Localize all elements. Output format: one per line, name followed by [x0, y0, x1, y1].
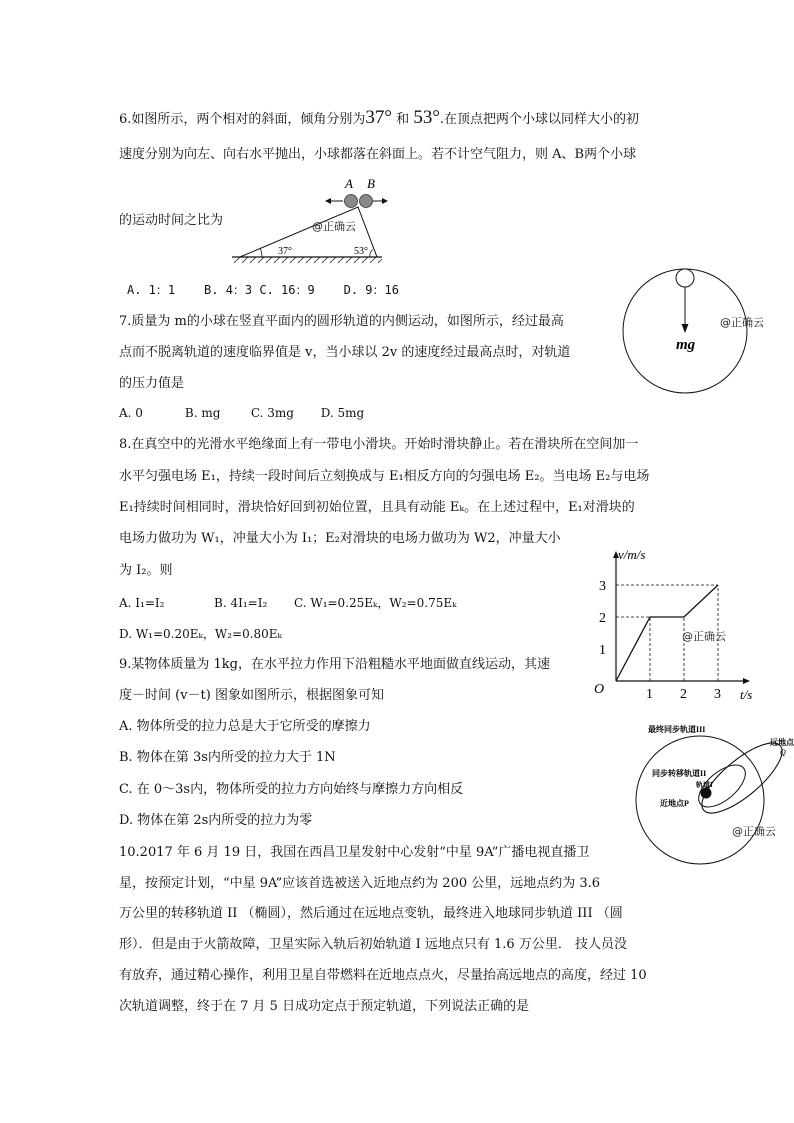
transfer-orbit-label: 同步转移轨道II	[652, 769, 707, 778]
q-label: Q	[780, 748, 786, 757]
watermark-q6: @正确云	[312, 220, 356, 233]
near-point-label: 近地点P	[660, 799, 689, 808]
x-tick-label-1: 1	[646, 687, 653, 702]
origin-label: O	[594, 682, 605, 697]
earth	[701, 788, 712, 799]
q7-options: A. 0 B. mg C. 3mg D. 5mg	[119, 406, 365, 420]
q8-options-1: A. I₁=I₂ B. 4I₁=I₂ C. W₁=0.25Eₖ，W₂=0.75Eₖ	[119, 596, 457, 610]
ball-b	[360, 195, 373, 208]
x-tick-label-2: 2	[680, 687, 687, 702]
q8-line2: 水平匀强电场 E₁，持续一段时间后立刻换成与 E₁相反方向的匀强电场 E₂。当电场 E₂与电场	[119, 469, 650, 484]
q10-line4: 形）．但是由于火箭故障，卫星实际入轨后初始轨道 I 远地点只有 1.6 万公里． 技人员没	[119, 937, 627, 952]
orbit-1-label: 轨道I	[696, 781, 713, 789]
q9-option-a: A. 物体所受的拉力总是大于它所受的摩擦力	[119, 719, 371, 734]
ball-b-label: B	[367, 176, 375, 191]
q10-line6: 次轨道调整，终于在 7 月 5 日成功定点于预定轨道，下列说法正确的是	[119, 999, 530, 1014]
track-ball	[676, 269, 694, 287]
angle-left-label: 37°	[278, 246, 292, 257]
x-tick-label-3: 3	[714, 687, 721, 702]
vt-chart	[590, 547, 760, 702]
q6-and: 和	[396, 112, 410, 127]
q9-option-d: D. 物体在第 2s内所受的拉力为零	[119, 813, 313, 828]
watermark-chart: @正确云	[682, 630, 726, 643]
q6-incline-figure	[230, 175, 390, 265]
q8-line1: 8.在真空中的光滑水平绝缘面上有一带电小滑块。开始时滑块静止。若在滑块所在空间加一	[119, 437, 639, 452]
q6-angle-53: 53°	[413, 107, 440, 128]
q6-text-b: .在顶点把两个小球以同样大小的初	[439, 112, 640, 127]
q9-option-c: C. 在 0～3s内，物体所受的拉力方向始终与摩擦力方向相反	[119, 782, 464, 797]
q8-line3: E₁持续时间相同时，滑块恰好回到初始位置，且具有动能 Eₖ。在上述过程中，E₁对滑块的	[119, 500, 635, 515]
watermark-orbit: @正确云	[732, 825, 776, 838]
q6-line1	[119, 107, 640, 128]
q10-line2: 星，按预定计划，“中星 9A”应该首选被送入近地点约为 200 公里，远地点约为 3.6	[119, 876, 601, 891]
q9-line2: 度－时间 (v－t) 图象如图所示，根据图象可知	[119, 688, 384, 703]
q6-line3: 的运动时间之比为	[119, 213, 224, 228]
q10-line1: 10.2017 年 6 月 19 日，我国在西昌卫星发射中心发射“中星 9A”广播电视直播卫	[119, 845, 590, 860]
q6-angle-37: 37°	[365, 107, 393, 128]
gravity-label: mg	[676, 337, 696, 353]
y-tick-label-2: 2	[599, 611, 606, 626]
y-tick-label-1: 1	[599, 643, 606, 658]
ball-a	[345, 195, 358, 208]
q7-line2: 点而不脱离轨道的速度临界值是 v，当小球以 2v 的速度经过最高点时，对轨道	[119, 345, 571, 360]
q10-line5: 有放弃，通过精心操作，利用卫星自带燃料在近地点点火，尽量抬高远地点的高度，经过 10	[119, 968, 647, 983]
q9-option-b: B. 物体在第 3s内所受的拉力大于 1N	[119, 750, 336, 765]
q7-line3: 的压力值是	[119, 376, 185, 391]
y-axis-label: v/m/s	[618, 547, 646, 562]
q8-line4: 电场力做功为 W₁，冲量大小为 I₁；E₂对滑块的电场力做功为 W2，冲量大小	[119, 531, 561, 546]
angle-right-label: 53°	[354, 246, 368, 257]
q10-orbit-figure	[632, 722, 792, 872]
q9-line1: 9.某物体质量为 1kg，在水平拉力作用下沿粗糙水平地面做直线运动，其速	[119, 657, 551, 672]
q10-line3: 万公里的转移轨道 II （椭圆），然后通过在远地点变轨，最终进入地球同步轨道 III （圆	[119, 906, 623, 921]
y-tick-label-3: 3	[599, 579, 606, 594]
q8-options-2: D. W₁=0.20Eₖ，W₂=0.80Eₖ	[119, 627, 282, 641]
watermark-q7: @正确云	[720, 316, 764, 329]
q6-options: A. 1：1 B. 4：3 C. 16：9 D. 9：16	[127, 283, 399, 297]
far-point-label: 远地点	[770, 738, 794, 747]
q7-line1: 7.质量为 m的小球在竖直平面内的圆形轨道的内侧运动，如图所示，经过最高	[119, 314, 564, 329]
orbit-title: 最终同步轨道III	[648, 725, 706, 734]
q8-line5: 为 I₂。则	[119, 563, 173, 578]
ball-a-label: A	[345, 176, 353, 191]
q6-line2: 速度分别为向左、向右水平抛出，小球都落在斜面上。若不计空气阻力，则 A、B两个小球	[119, 147, 637, 162]
x-axis-label: t/s	[740, 687, 753, 702]
x-axis-arrow	[743, 678, 750, 684]
q7-circular-track-figure	[622, 265, 772, 415]
q6-text-a: 6.如图所示，两个相对的斜面，倾角分别为	[119, 112, 366, 127]
